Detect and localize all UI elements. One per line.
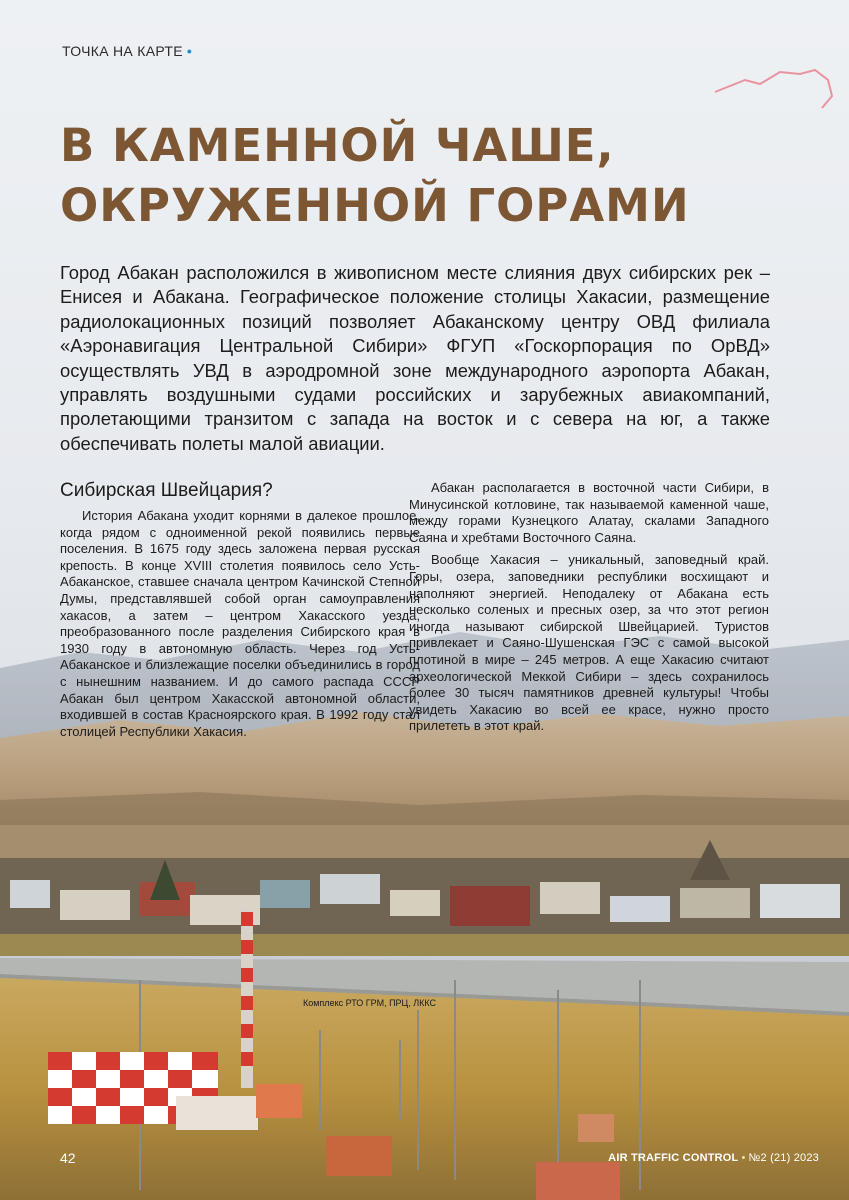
section-label <box>62 43 192 59</box>
container-unit <box>326 1136 392 1176</box>
history-paragraph: История Абакана уходит корнями в далекое прошлое, когда рядом с одноименной рекой появились первые поселения. В 1675 году здесь заложена первая русская крепость. В конце XVIII столетия появилось село Усть-Абаканское, ставшее сначала центром Качинской Степной Думы, представлявшей собой орган самоуправления хакасов, а затем – центром Хакасского уезда, преобразованного после разделения Сибирского края в 1930 году в автономную область. Через год Усть-Абаканское и близлежащие поселки объединились в город с нынешним названием. И до самого распада СССР Абакан был центром Хакасской автономной области, входившей в состав Красноярского края. В 1992 году стал столицей Республики Хакасия. <box>60 508 420 739</box>
equipment-cabin <box>536 1162 620 1200</box>
footer-separator: • <box>741 1152 746 1164</box>
magazine-footer <box>608 1152 819 1164</box>
magazine-name: AIR TRAFFIC CONTROL <box>608 1152 739 1164</box>
striped-shelter <box>256 1084 302 1118</box>
section-dot: • <box>186 43 193 59</box>
radar-mast <box>241 908 253 1088</box>
lead-paragraph: Город Абакан расположился в живописном месте слияния двух сибирских рек – Енисея и Абакана. Географическое положение столицы Хакасии, размещение радиолокационных позиций позволяет Абаканскому центру ОВД филиала «Аэронавигация Центральной Сибири» ФГУП «Госкорпорация по ОрВД» осуществлять УВД в аэродромной зоне международного аэропорта Абакан, управлять воздушными судами российских и зарубежных авиакомпаний, пролетающими транзитом с запада на восток и с севера на юг, а также обеспечивать полеты малой авиации. <box>60 262 770 454</box>
location-paragraph: Абакан располагается в восточной части Сибири, в Минусинской котловине, так называемой каменной чаше, между горами Кузнецкого Алатау, скалами Западного Саяна и хребтами Восточного Саяна. <box>409 480 769 545</box>
subheading: Сибирская Швейцария? <box>60 480 273 501</box>
section-label-text: ТОЧКА НА КАРТЕ <box>62 43 183 59</box>
issue-number: №2 (21) 2023 <box>748 1152 819 1164</box>
left-column <box>60 480 420 746</box>
map-border-line <box>715 70 832 108</box>
service-hut <box>176 1096 258 1130</box>
article-title: В КАМЕННОЙ ЧАШЕ, ОКРУЖЕННОЙ ГОРАМИ <box>60 119 690 232</box>
page-number: 42 <box>60 1150 76 1166</box>
region-paragraph: Вообще Хакасия – уникальный, заповедный край. Горы, озера, заповедники республики восхищают и наполняют энергией. Неподалеку от Абакана есть несколько соленых и пресных озер, за что этот регион иногда называют сибирской Швейцарией. Туристов привлекает и Саяно-Шушенская ГЭС с самой высокой плотиной в мире – 245 метров. А еще Хакасию считают археологической Меккой Сибири – здесь сохранилось более 30 тысяч памятников древней культуры! Чтобы увидеть Хакасию во всей ее красе, нужно просто прилететь в этот край. <box>409 552 769 734</box>
photo-caption: Комплекс РТО ГРМ, ПРЦ, ЛККС <box>303 998 436 1008</box>
grass-strip <box>0 934 849 956</box>
small-cabin <box>578 1114 614 1142</box>
right-column <box>409 480 769 741</box>
